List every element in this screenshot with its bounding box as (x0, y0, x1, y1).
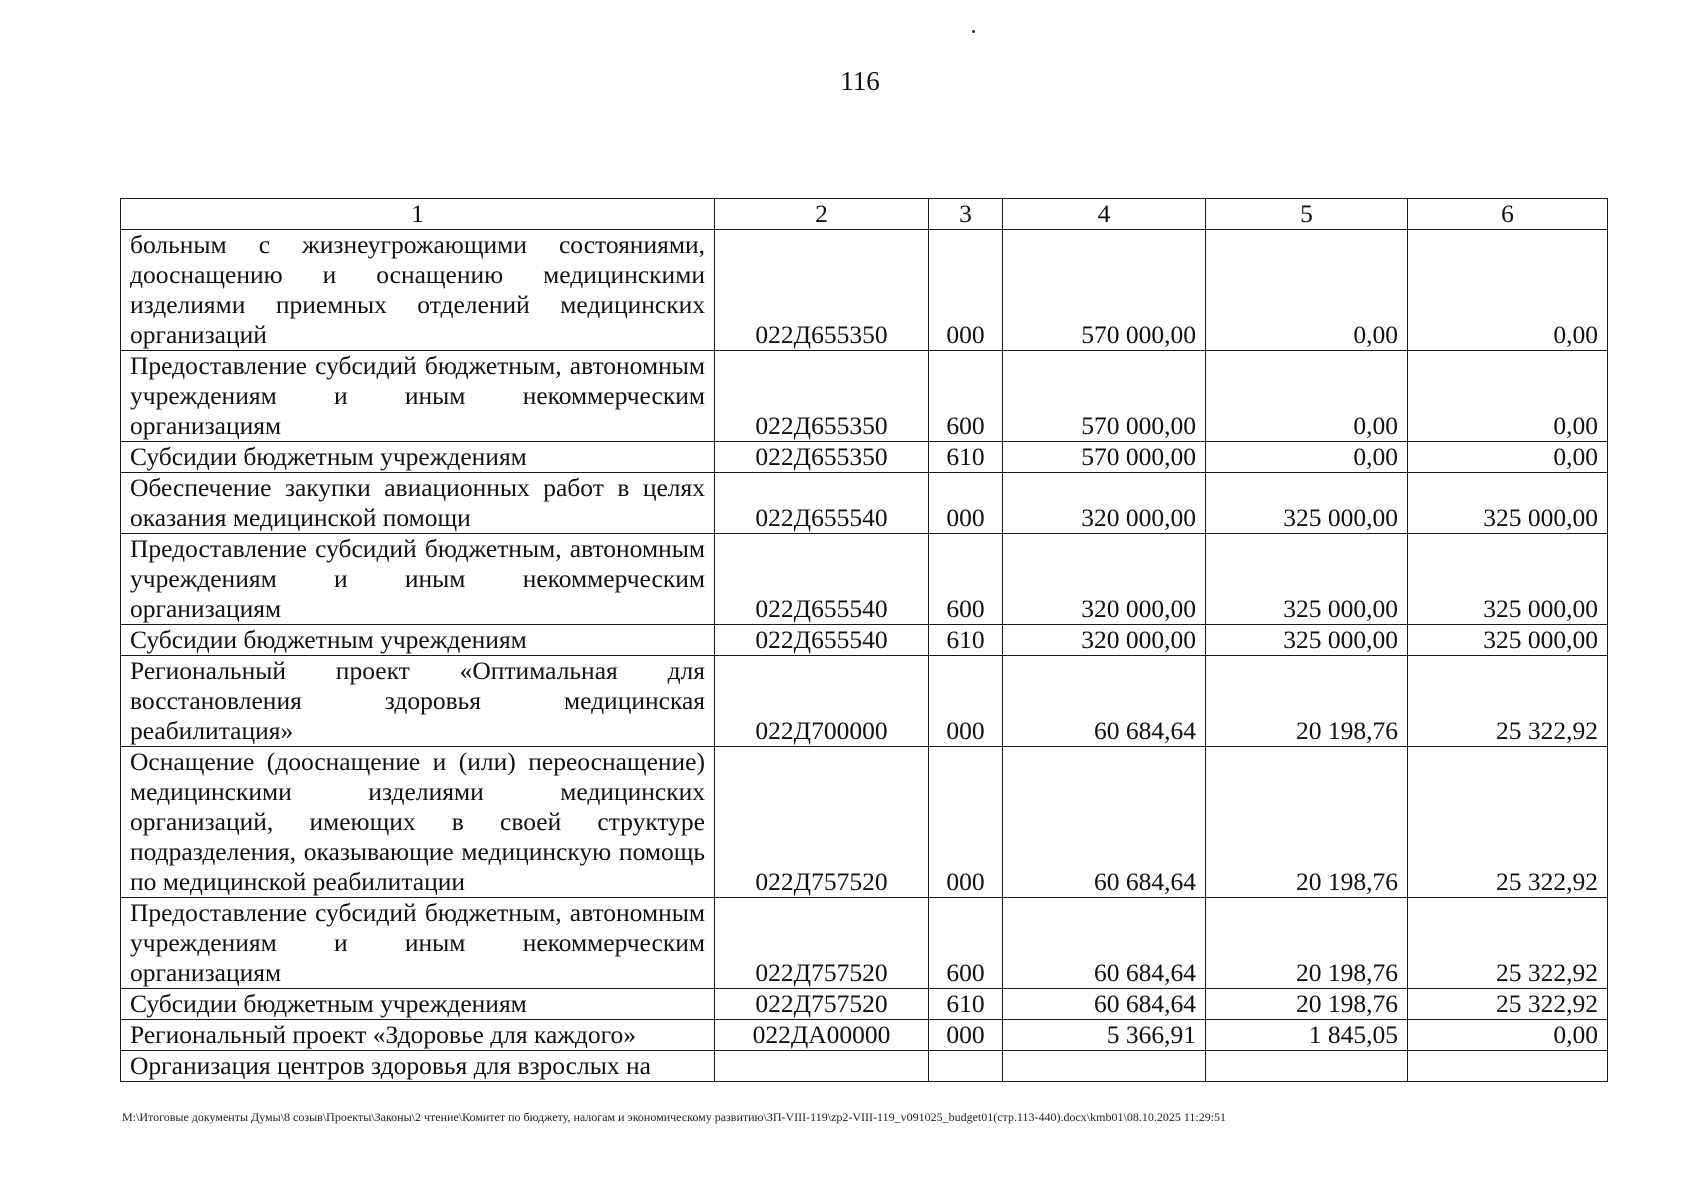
header-col-2: 2 (715, 199, 929, 230)
row-expense-type: 000 (929, 230, 1003, 351)
row-name: Субсидии бюджетным учреждениям (121, 625, 715, 656)
row-amount-year-2: 325 000,00 (1206, 534, 1408, 625)
row-amount-year-1 (1003, 1051, 1206, 1082)
row-expense-type: 610 (929, 989, 1003, 1020)
row-amount-year-1: 320 000,00 (1003, 473, 1206, 534)
row-amount-year-1: 60 684,64 (1003, 656, 1206, 747)
row-name: Предоставление субсидий бюджетным, автономным учреждениям и иным некоммерческим организациям (121, 351, 715, 442)
header-col-3: 3 (929, 199, 1003, 230)
row-amount-year-3: 0,00 (1408, 351, 1608, 442)
row-amount-year-2: 0,00 (1206, 230, 1408, 351)
row-amount-year-2: 0,00 (1206, 442, 1408, 473)
row-amount-year-1: 570 000,00 (1003, 230, 1206, 351)
row-code: 022Д655350 (715, 230, 929, 351)
table-row (121, 656, 1608, 747)
row-name: Субсидии бюджетным учреждениям (121, 989, 715, 1020)
row-code: 022Д700000 (715, 656, 929, 747)
row-code: 022Д655350 (715, 351, 929, 442)
header-col-5: 5 (1206, 199, 1408, 230)
table-row (121, 534, 1608, 625)
row-amount-year-2: 20 198,76 (1206, 898, 1408, 989)
row-expense-type: 000 (929, 747, 1003, 898)
header-col-1: 1 (121, 199, 715, 230)
row-amount-year-3: 0,00 (1408, 442, 1608, 473)
table-header-row (121, 199, 1608, 230)
row-amount-year-3: 0,00 (1408, 1020, 1608, 1051)
table-row (121, 898, 1608, 989)
row-amount-year-1: 320 000,00 (1003, 534, 1206, 625)
row-amount-year-3: 325 000,00 (1408, 625, 1608, 656)
table-row (121, 351, 1608, 442)
row-amount-year-2: 20 198,76 (1206, 747, 1408, 898)
row-amount-year-2: 325 000,00 (1206, 625, 1408, 656)
row-amount-year-2 (1206, 1051, 1408, 1082)
header-col-4: 4 (1003, 199, 1206, 230)
header-col-6: 6 (1408, 199, 1608, 230)
table-row (121, 473, 1608, 534)
row-amount-year-3: 0,00 (1408, 230, 1608, 351)
row-amount-year-2: 1 845,05 (1206, 1020, 1408, 1051)
row-name: Субсидии бюджетным учреждениям (121, 442, 715, 473)
row-code: 022Д757520 (715, 747, 929, 898)
row-amount-year-3: 25 322,92 (1408, 656, 1608, 747)
row-name: Обеспечение закупки авиационных работ в целях оказания медицинской помощи (121, 473, 715, 534)
row-code: 022Д757520 (715, 989, 929, 1020)
row-code: 022Д655540 (715, 625, 929, 656)
row-name: больным с жизнеугрожающими состояниями, дооснащению и оснащению медицинскими изделиями приемных отделений медицинских организаций (121, 230, 715, 351)
table-body (121, 230, 1608, 1082)
table-row (121, 625, 1608, 656)
row-expense-type: 610 (929, 442, 1003, 473)
row-name: Региональный проект «Оптимальная для восстановления здоровья медицинская реабилитация» (121, 656, 715, 747)
row-amount-year-1: 60 684,64 (1003, 989, 1206, 1020)
table-row (121, 747, 1608, 898)
row-name: Предоставление субсидий бюджетным, автономным учреждениям и иным некоммерческим организациям (121, 898, 715, 989)
row-amount-year-3: 25 322,92 (1408, 989, 1608, 1020)
table-row (121, 230, 1608, 351)
file-path-footer: М:\Итоговые документы Думы\8 созыв\Проекты\Законы\2 чтение\Комитет по бюджету, налогам и экономическому развитию\ЗП-VIII-119\zp2-VIII-119_v091025_budget01(стр.113-440).docx\kmb01\08.10.2025 11:29:51 (122, 1110, 1227, 1124)
row-name: Организация центров здоровья для взрослых на (121, 1051, 715, 1082)
row-name: Оснащение (дооснащение и (или) переоснащение) медицинскими изделиями медицинских организаций, имеющих в своей структуре подразделения, оказывающие медицинскую помощь по медицинской реабилитации (121, 747, 715, 898)
table-row (121, 1020, 1608, 1051)
table-row (121, 989, 1608, 1020)
table-row (121, 1051, 1608, 1082)
row-expense-type: 000 (929, 656, 1003, 747)
row-code (715, 1051, 929, 1082)
row-amount-year-1: 60 684,64 (1003, 898, 1206, 989)
row-code: 022Д655540 (715, 473, 929, 534)
row-code: 022Д655540 (715, 534, 929, 625)
row-name: Предоставление субсидий бюджетным, автономным учреждениям и иным некоммерческим организациям (121, 534, 715, 625)
row-amount-year-2: 20 198,76 (1206, 989, 1408, 1020)
budget-table (120, 198, 1608, 1082)
row-amount-year-1: 570 000,00 (1003, 351, 1206, 442)
row-expense-type: 600 (929, 351, 1003, 442)
row-expense-type: 600 (929, 898, 1003, 989)
row-amount-year-1: 60 684,64 (1003, 747, 1206, 898)
row-amount-year-2: 0,00 (1206, 351, 1408, 442)
row-expense-type: 000 (929, 473, 1003, 534)
row-code: 022ДА00000 (715, 1020, 929, 1051)
row-amount-year-1: 570 000,00 (1003, 442, 1206, 473)
row-amount-year-3: 25 322,92 (1408, 898, 1608, 989)
scan-speck (972, 30, 975, 33)
row-amount-year-3: 25 322,92 (1408, 747, 1608, 898)
row-name: Региональный проект «Здоровье для каждого» (121, 1020, 715, 1051)
row-amount-year-3 (1408, 1051, 1608, 1082)
row-amount-year-1: 5 366,91 (1003, 1020, 1206, 1051)
row-code: 022Д655350 (715, 442, 929, 473)
row-expense-type (929, 1051, 1003, 1082)
row-code: 022Д757520 (715, 898, 929, 989)
row-amount-year-1: 320 000,00 (1003, 625, 1206, 656)
row-amount-year-2: 20 198,76 (1206, 656, 1408, 747)
table-row (121, 442, 1608, 473)
row-expense-type: 610 (929, 625, 1003, 656)
row-amount-year-2: 325 000,00 (1206, 473, 1408, 534)
row-amount-year-3: 325 000,00 (1408, 534, 1608, 625)
row-expense-type: 000 (929, 1020, 1003, 1051)
row-amount-year-3: 325 000,00 (1408, 473, 1608, 534)
row-expense-type: 600 (929, 534, 1003, 625)
page-number: 116 (840, 66, 880, 96)
